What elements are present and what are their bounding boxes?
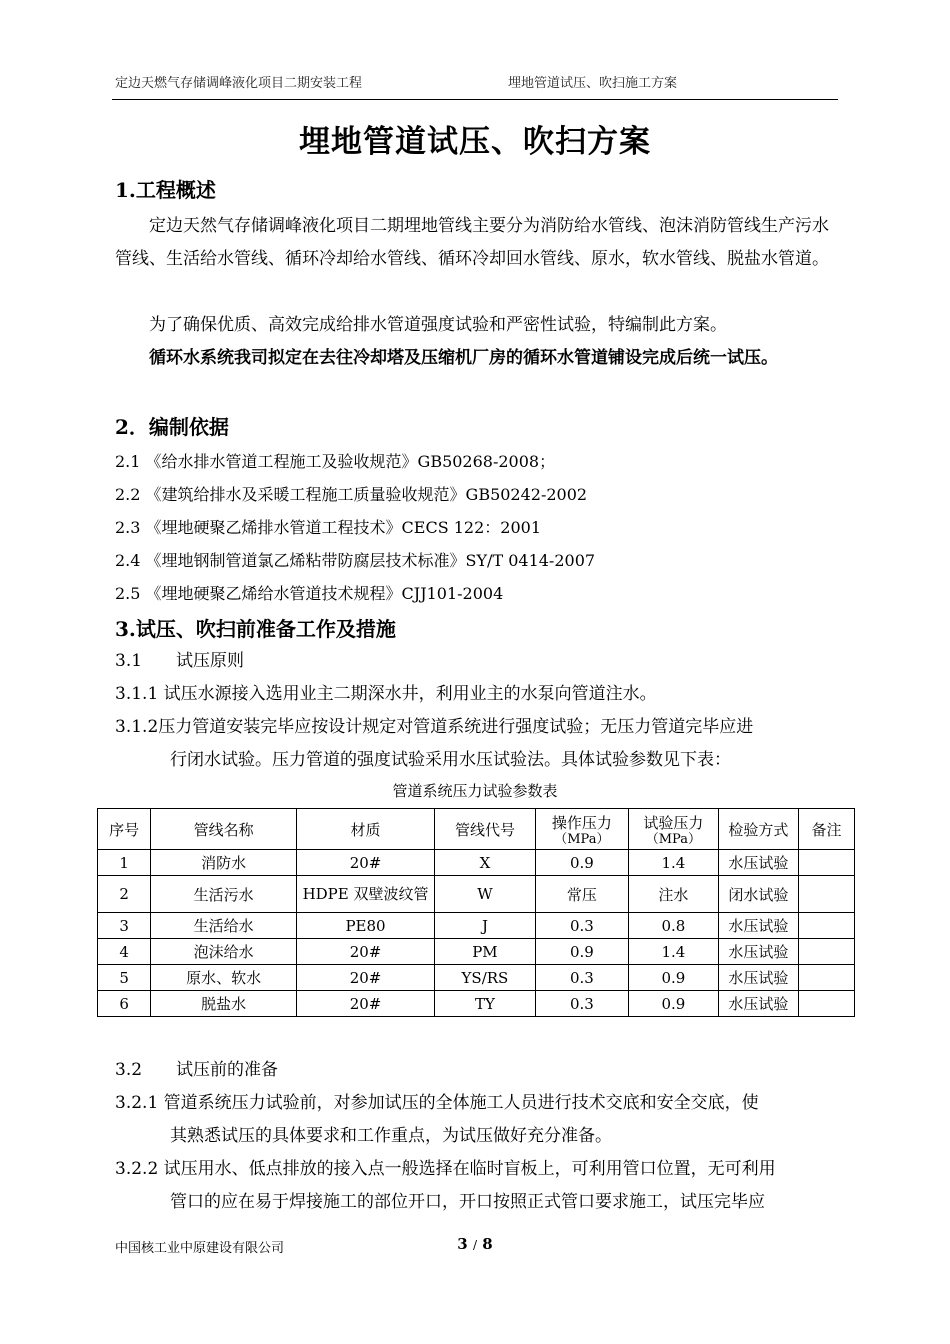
clause-text-continued: 行闭水试验。压力管道的强度试验采用水压试验法。具体试验参数见下表：: [170, 750, 731, 770]
table-cell: 水压试验: [718, 965, 798, 991]
table-cell: 水压试验: [718, 850, 798, 876]
table-cell: 5: [98, 965, 151, 991]
table-cell: 20#: [296, 850, 434, 876]
section1-heading: 1.工程概述: [115, 178, 216, 202]
section1-para2: 为了确保优质、高效完成给排水管道强度试验和严密性试验，特编制此方案。: [149, 315, 727, 335]
reference-item: 2.1 《给水排水管道工程施工及验收规范》GB50268-2008；: [115, 452, 556, 471]
table-cell: 0.3: [535, 991, 628, 1017]
table-cell: [798, 965, 854, 991]
table-cell: 4: [98, 939, 151, 965]
table-cell: 2: [98, 876, 151, 913]
clause-text: 管道系统压力试验前，对参加试压的全体施工人员进行技术交底和安全交底，使: [163, 1093, 759, 1113]
table-cell: YS/RS: [435, 965, 536, 991]
column-header: 试验压力 （MPa）: [629, 809, 719, 850]
table-cell: 0.9: [629, 991, 719, 1017]
table-cell: W: [435, 876, 536, 913]
reference-item: 2.5 《埋地硬聚乙烯给水管道技术规程》CJJ101-2004: [115, 584, 504, 603]
section2-heading: 2．编制依据: [115, 415, 229, 439]
table-row: [98, 850, 855, 876]
reference-item: 2.4 《埋地钢制管道氯乙烯粘带防腐层技术标准》SY/T 0414-2007: [115, 551, 596, 570]
page-separator: /: [472, 1238, 478, 1252]
table-cell: 闭水试验: [718, 876, 798, 913]
clause-3-1-2: [115, 711, 840, 777]
page-title: 埋地管道试压、吹扫方案: [299, 124, 651, 160]
table-cell: 原水、软水: [151, 965, 297, 991]
table-cell: PM: [435, 939, 536, 965]
clause-3-2-1: [115, 1087, 840, 1153]
clause-number: 3.2.2: [115, 1159, 159, 1179]
table-cell: [798, 876, 854, 913]
current-page: 3: [457, 1235, 468, 1253]
table-cell: 0.8: [629, 913, 719, 939]
column-header: 管线代号: [435, 809, 536, 850]
table-cell: 常压: [535, 876, 628, 913]
table-cell: 20#: [296, 965, 434, 991]
clause-number: 3.2.1: [115, 1093, 159, 1113]
table-cell: X: [435, 850, 536, 876]
clause-text: 压力管道安装完毕应按设计规定对管道系统进行强度试验；无压力管道完毕应进: [158, 717, 754, 737]
clause-text-continued: 其熟悉试压的具体要求和工作重点，为试压做好充分准备。: [170, 1126, 612, 1146]
table-cell: 1.4: [629, 939, 719, 965]
table-cell: [798, 991, 854, 1017]
reference-item: 2.3 《埋地硬聚乙烯排水管道工程技术》CECS 122：2001: [115, 518, 542, 537]
page-number: [0, 1235, 950, 1253]
table-row: [98, 939, 855, 965]
header-divider: [112, 99, 838, 100]
table-cell: 脱盐水: [151, 991, 297, 1017]
table-cell: 20#: [296, 991, 434, 1017]
clause-number: 3.1.2: [115, 717, 159, 737]
total-pages: 8: [482, 1235, 493, 1253]
section1-para1: 定边天然气存储调峰液化项目二期埋地管线主要分为消防给水管线、泡沫消防管线生产污水管线、生活给水管线、循环冷却给水管线、循环冷却回水管线、原水，软水管线、脱盐水管道。: [115, 216, 829, 269]
section3-heading: 3.试压、吹扫前准备工作及措施: [115, 617, 396, 641]
table-cell: TY: [435, 991, 536, 1017]
table-cell: 水压试验: [718, 991, 798, 1017]
column-header: 检验方式: [718, 809, 798, 850]
table-cell: 泡沫给水: [151, 939, 297, 965]
table-cell: 生活污水: [151, 876, 297, 913]
table-cell: 1: [98, 850, 151, 876]
table-row: [98, 913, 855, 939]
table-header-row: [98, 809, 855, 850]
table-cell: 1.4: [629, 850, 719, 876]
footer-company: 中国核工业中原建设有限公司: [115, 1241, 285, 1256]
table-cell: 0.9: [535, 939, 628, 965]
header-project-name: 定边天燃气存储调峰液化项目二期安装工程: [115, 76, 363, 91]
table-cell: 水压试验: [718, 939, 798, 965]
clause-text: 试压用水、低点排放的接入点一般选择在临时盲板上，可利用管口位置，无可利用: [163, 1159, 776, 1179]
table-cell: 消防水: [151, 850, 297, 876]
table-cell: 0.3: [535, 965, 628, 991]
table-row: [98, 876, 855, 913]
column-header: 序号: [98, 809, 151, 850]
clause-text-continued: 管口的应在易于焊接施工的部位开口，开口按照正式管口要求施工，试压完毕应: [170, 1192, 765, 1212]
header-document-name: 埋地管道试压、吹扫施工方案: [508, 76, 678, 91]
table-cell: HDPE 双壁波纹管: [296, 876, 434, 913]
table-cell: 生活给水: [151, 913, 297, 939]
table-cell: PE80: [296, 913, 434, 939]
table-cell: 0.9: [535, 850, 628, 876]
table-row: [98, 965, 855, 991]
table-cell: 20#: [296, 939, 434, 965]
clause-3-2: 3.2 试压前的准备: [115, 1060, 279, 1080]
table-cell: 3: [98, 913, 151, 939]
table-cell: 6: [98, 991, 151, 1017]
clause-3-1-1: 3.1.1 试压水源接入选用业主二期深水井，利用业主的水泵向管道注水。: [115, 684, 657, 704]
table-cell: [798, 850, 854, 876]
table-row: [98, 991, 855, 1017]
section1-para3: 循环水系统我司拟定在去往冷却塔及压缩机厂房的循环水管道铺设完成后统一试压。: [149, 348, 778, 368]
table-cell: 注水: [629, 876, 719, 913]
column-header: 操作压力 （MPa）: [535, 809, 628, 850]
clause-3-2-2: [115, 1153, 840, 1219]
clause-3-1: 3.1 试压原则: [115, 651, 245, 671]
column-header: 备注: [798, 809, 854, 850]
table-cell: [798, 939, 854, 965]
table-cell: J: [435, 913, 536, 939]
reference-item: 2.2 《建筑给排水及采暖工程施工质量验收规范》GB50242-2002: [115, 485, 588, 504]
column-header: 材质: [296, 809, 434, 850]
column-header: 管线名称: [151, 809, 297, 850]
table-cell: [798, 913, 854, 939]
table-cell: 0.9: [629, 965, 719, 991]
table-cell: 0.3: [535, 913, 628, 939]
pressure-test-parameter-table: [97, 808, 855, 1017]
table-caption: 管道系统压力试验参数表: [392, 782, 558, 800]
table-cell: 水压试验: [718, 913, 798, 939]
